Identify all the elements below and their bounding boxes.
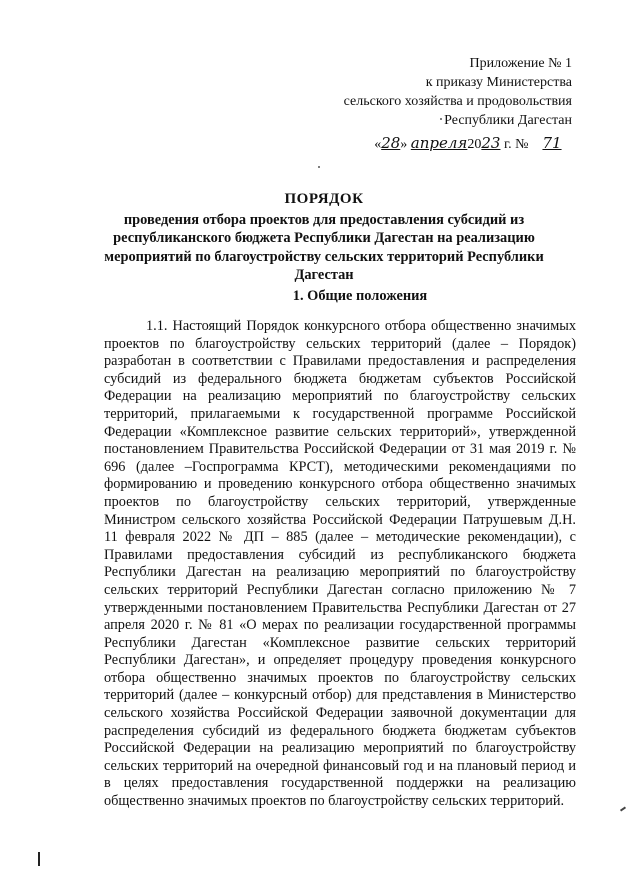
body-paragraph	[104, 318, 576, 811]
scan-speck	[318, 166, 320, 168]
annex-line-3: сельского хозяйства и продовольствия	[343, 94, 572, 109]
scan-mark	[620, 806, 626, 811]
order-date-line	[344, 134, 572, 154]
section-heading: 1. Общие положения	[292, 288, 428, 304]
annex-line-2: к приказу Министерства	[425, 75, 572, 90]
order-number-handwritten: 71	[542, 134, 562, 152]
scan-speck	[440, 118, 442, 120]
document-title-block	[104, 190, 544, 285]
margin-mark	[38, 852, 40, 866]
annex-line-1: Приложение № 1	[469, 56, 572, 71]
annex-line-4: Республики Дагестан	[444, 113, 572, 128]
annex-header	[344, 54, 572, 154]
document-title: ПОРЯДОК	[284, 191, 364, 207]
date-year-suffix-handwritten: 23	[481, 134, 501, 152]
date-year-prefix: 20	[467, 137, 482, 152]
paragraph-text: 1.1. Настоящий Порядок конкурсного отбора общественно значимых проектов по благоустройству сельских территорий (далее – Порядок) разработан в соответствии с Правилами предоставления и распределения субсидий из федерального бюджета бюджетам субъектов Российской Федерации на реализацию мероприятий по благоустройству сельских территорий, прилагаемыми к государственной программе Российской Федерации «Комплексное развитие сельских территорий», утвержденной постановлением Правительства Российской Федерации от 31 мая 2019 г. № 696 (далее –Госпрограмма КРСТ), методическими рекомендациями по формированию и проведению конкурсного отбора общественно значимых проектов по благоустройству сельских территорий, утвержденные Министром сельского хозяйства Российской Федерации Патрушевым Д.Н. 11 февраля 2022 № ДП – 885 (далее – методические рекомендации), с Правилами предоставления субсидий из республиканского бюджета Республики Дагестан на реализацию мероприятий по благоустройству сельских территорий Республики Дагестан согласно приложению № 7 утвержденными постановлением Правительства Республики Дагестан от 27 апреля 2020 г. № 81 «О мерах по реализации государственной программы Республики Дагестан «Комплексное развитие сельских территорий Республики Дагестан», и определяет процедуру проведения конкурсного отбора общественно значимых проектов по благоустройству сельских территорий (далее – конкурсный отбор) для представления в Министерство сельского хозяйства Российской Федерации заявочной документации для распределения субсидий из федерального бюджета бюджетам субъектов Российской Федерации на реализацию мероприятий по благоустройству сельских территорий на очередной финансовый год и на плановый период и в целях предоставления государственной поддержки на реализацию общественно значимых проектов по благоустройству сельских территорий.	[104, 318, 576, 810]
document-subtitle: проведения отбора проектов для предоставления субсидий из республиканского бюджета Республики Дагестан на реализацию мероприятий по благоустройству сельских территорий Республики Дагестан	[104, 211, 544, 283]
date-open-quote: «	[374, 137, 382, 152]
date-close-quote: »	[400, 137, 408, 152]
date-day-handwritten: 28	[381, 134, 401, 152]
date-suffix: г. №	[500, 137, 529, 152]
date-month-handwritten: апреля	[410, 134, 468, 152]
